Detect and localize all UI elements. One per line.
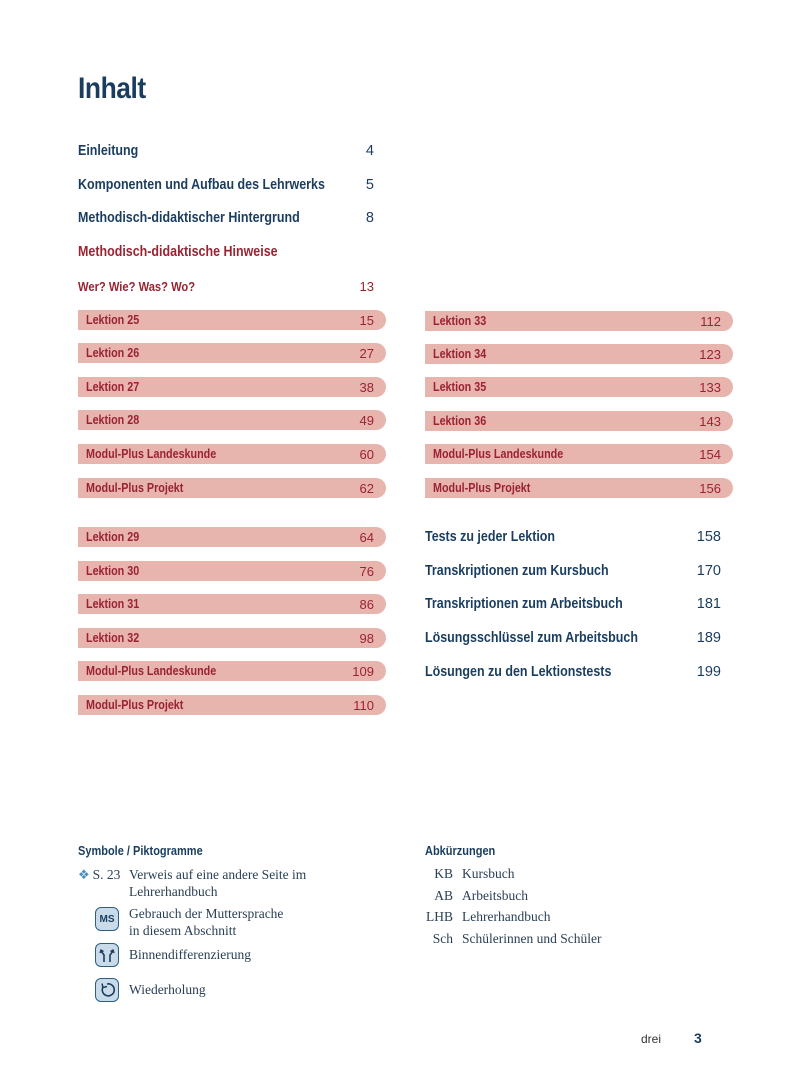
toc-entry-label: Methodisch-didaktischer Hintergrund: [78, 210, 300, 226]
lesson-page: 27: [359, 345, 374, 361]
wiederholung-description: Wiederholung: [129, 982, 206, 997]
lesson-pill[interactable]: [78, 628, 386, 648]
lesson-page: 123: [699, 346, 721, 362]
page-number-word: drei: [641, 1032, 662, 1046]
lesson-pill[interactable]: [425, 411, 733, 431]
description-line: Gebrauch der Muttersprache: [129, 906, 284, 921]
toc-entry-page: 4: [365, 143, 374, 159]
lesson-label: Lektion 25: [86, 313, 140, 327]
lesson-page: 143: [699, 413, 721, 429]
toc-entry-transkriptionen-ab[interactable]: [425, 593, 721, 615]
lesson-pill[interactable]: [78, 594, 386, 614]
toc-entry-page: 189: [696, 630, 721, 646]
lesson-pill[interactable]: [78, 695, 386, 715]
lesson-page: 38: [359, 379, 374, 395]
toc-entry-hintergrund[interactable]: [78, 207, 374, 229]
lesson-pill[interactable]: [78, 377, 386, 397]
lesson-label: Lektion 33: [433, 314, 487, 328]
lesson-label: Modul-Plus Landeskunde: [86, 664, 217, 678]
toc-section-hinweise: [78, 241, 374, 263]
lesson-label: Modul-Plus Landeskunde: [433, 447, 564, 461]
lesson-pill[interactable]: [78, 478, 386, 498]
toc-entry-label: Transkriptionen zum Arbeitsbuch: [425, 596, 623, 612]
toc-entry-label: Tests zu jeder Lektion: [425, 529, 556, 545]
abbreviation-row: [425, 930, 601, 947]
toc-entry-page: 13: [359, 278, 374, 294]
toc-entry-tests[interactable]: [425, 526, 721, 548]
page-reference-label: S. 23: [92, 867, 121, 882]
description-line: in diesem Abschnitt: [129, 923, 237, 938]
lesson-label: Modul-Plus Projekt: [86, 481, 184, 495]
toc-entry-label: Wer? Wie? Was? Wo?: [78, 278, 196, 294]
toc-entry-page: 8: [365, 210, 374, 226]
lesson-page: 133: [699, 379, 721, 395]
lesson-label: Lektion 27: [86, 380, 140, 394]
toc-entry-label: Lösungsschlüssel zum Arbeitsbuch: [425, 630, 638, 646]
lesson-pill[interactable]: [78, 410, 386, 430]
lesson-label: Modul-Plus Landeskunde: [86, 447, 217, 461]
lesson-pill[interactable]: [78, 444, 386, 464]
lesson-page: 98: [359, 630, 374, 646]
lesson-label: Lektion 31: [86, 597, 140, 611]
page-reference-description: [129, 866, 306, 900]
lesson-label: Lektion 29: [86, 530, 140, 544]
branch-arrows-glyph: [99, 947, 115, 963]
repeat-arrow-glyph: [99, 982, 115, 998]
lesson-pill[interactable]: [78, 561, 386, 581]
description-line: Verweis auf eine andere Seite im: [129, 867, 307, 882]
lesson-pill[interactable]: [425, 377, 733, 397]
toc-entry-label: Komponenten und Aufbau des Lehrwerks: [78, 177, 325, 193]
diamond-icon: ❖: [78, 867, 90, 882]
abbreviation-meaning: Lehrerhandbuch: [462, 909, 551, 924]
abbreviation-meaning: Arbeitsbuch: [462, 888, 528, 903]
toc-entry-komponenten[interactable]: [78, 174, 374, 196]
toc-entry-page: 158: [696, 529, 721, 545]
lesson-label: Lektion 30: [86, 564, 140, 578]
lesson-label: Lektion 28: [86, 413, 140, 427]
toc-entry-loesungsschluessel[interactable]: [425, 627, 721, 649]
lesson-label: Modul-Plus Projekt: [433, 481, 531, 495]
lesson-page: 49: [359, 412, 374, 428]
lesson-page: 156: [699, 480, 721, 496]
lesson-label: Lektion 26: [86, 346, 140, 360]
toc-entry-wer-wie[interactable]: [78, 275, 374, 297]
abbreviation: AB: [434, 888, 453, 903]
abbreviations-heading: Abkürzungen: [425, 844, 496, 858]
lesson-page: 60: [359, 446, 374, 462]
branch-arrows-icon: [95, 943, 119, 967]
lesson-page: 62: [359, 480, 374, 496]
abbreviation: LHB: [426, 909, 453, 924]
lesson-pill[interactable]: [425, 311, 733, 331]
abbreviation-meaning: Schülerinnen und Schüler: [462, 931, 602, 946]
mother-tongue-icon: [95, 907, 119, 931]
toc-entry-einleitung[interactable]: [78, 140, 374, 162]
section-heading: Methodisch-didaktische Hinweise: [78, 244, 278, 260]
lesson-page: 86: [359, 596, 374, 612]
lesson-pill[interactable]: [78, 527, 386, 547]
toc-entry-transkriptionen-kb[interactable]: [425, 560, 721, 582]
abbreviation-meaning: Kursbuch: [462, 866, 515, 881]
toc-entry-page: 170: [696, 563, 721, 579]
lesson-page: 64: [359, 529, 374, 545]
lesson-page: 110: [353, 697, 374, 713]
description-line: Lehrerhandbuch: [129, 884, 218, 899]
toc-entry-page: 5: [365, 177, 374, 193]
abbreviation-row: [425, 865, 515, 882]
lesson-pill[interactable]: [425, 444, 733, 464]
lesson-pill[interactable]: [425, 478, 733, 498]
abbreviation: KB: [434, 866, 453, 881]
repeat-arrow-icon: [95, 978, 119, 1002]
lesson-label: Modul-Plus Projekt: [86, 698, 184, 712]
toc-entry-loesungen-tests[interactable]: [425, 661, 721, 683]
mother-tongue-description: [129, 905, 283, 939]
page-reference-symbol: [78, 866, 130, 883]
symbols-heading: Symbole / Piktogramme: [78, 844, 203, 858]
toc-entry-label: Einleitung: [78, 143, 139, 159]
lesson-label: Lektion 35: [433, 380, 487, 394]
lesson-page: 112: [700, 313, 721, 329]
lesson-page: 154: [699, 446, 721, 462]
toc-entry-label: Lösungen zu den Lektionstests: [425, 664, 612, 680]
lesson-label: Lektion 34: [433, 347, 487, 361]
toc-entry-label: Transkriptionen zum Kursbuch: [425, 563, 609, 579]
abbreviation-row: [425, 887, 528, 904]
toc-entry-page: 199: [696, 664, 721, 680]
lesson-pill[interactable]: [78, 661, 386, 681]
lesson-page: 76: [359, 563, 374, 579]
abbreviation: Sch: [432, 931, 453, 946]
ms-badge-label: MS: [99, 913, 115, 925]
page-number: 3: [694, 1030, 702, 1046]
lesson-page: 15: [359, 312, 374, 328]
lesson-pill[interactable]: [425, 344, 733, 364]
abbreviation-row: [425, 908, 550, 925]
lesson-label: Lektion 36: [433, 414, 487, 428]
lesson-pill[interactable]: [78, 343, 386, 363]
toc-entry-page: 181: [696, 596, 721, 612]
page-title: Inhalt: [78, 72, 146, 105]
lesson-pill[interactable]: [78, 310, 386, 330]
lesson-label: Lektion 32: [86, 631, 140, 645]
lesson-page: 109: [352, 663, 374, 679]
binnen-description: Binnendifferenzierung: [129, 947, 251, 962]
